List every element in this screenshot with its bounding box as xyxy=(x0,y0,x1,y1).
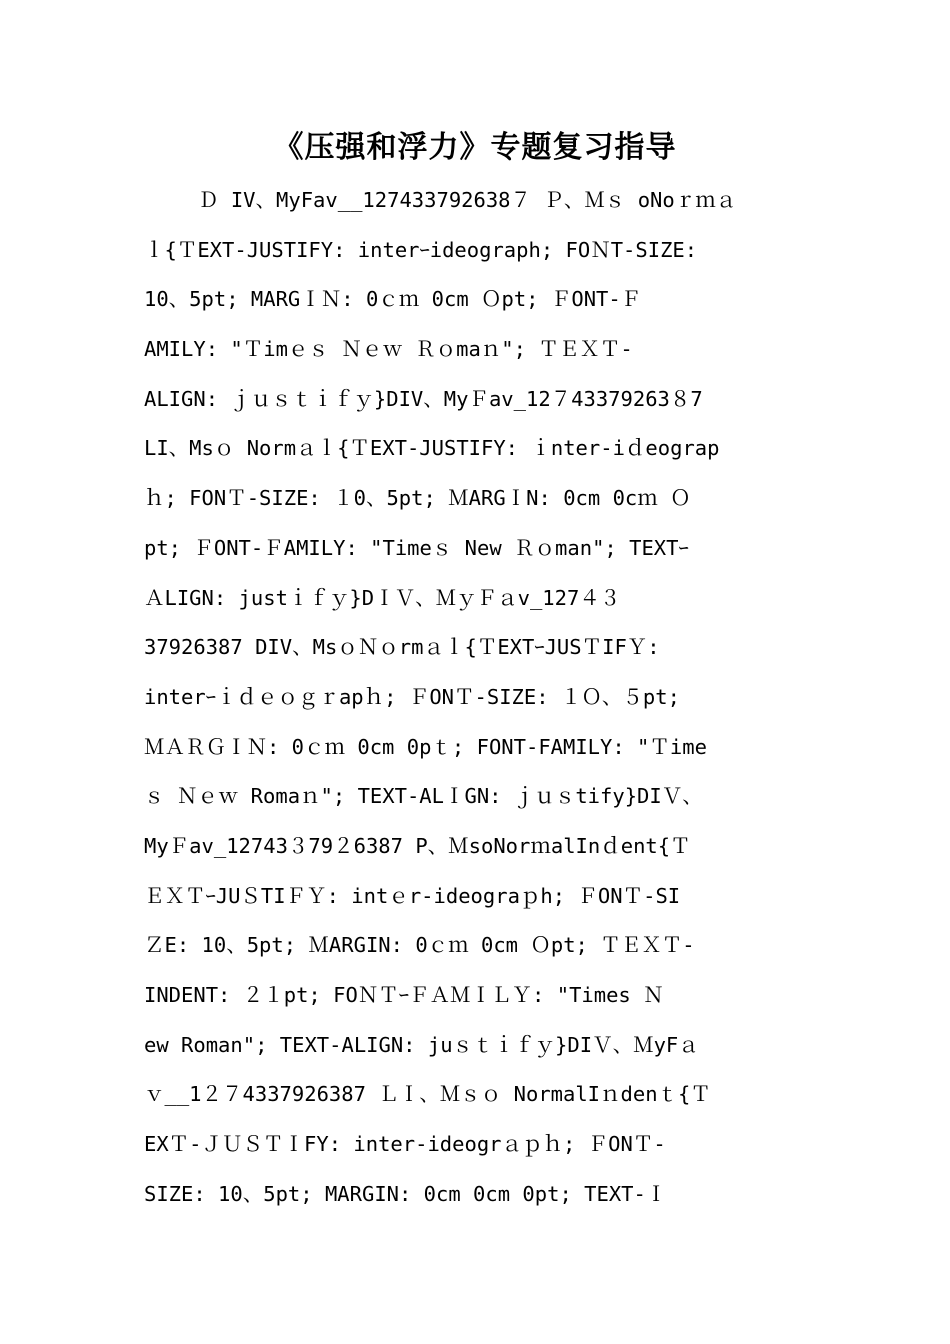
text-line: ｓ Ｎｅｗ Romaｎ"; TEXT-ALＩGN: ｊｕｓtify}DIＶ、 xyxy=(144,784,703,809)
text-line: 10、5pt; MARGＩＮ: 0ｃｍ 0cm Ｏpt; ＦONT-Ｆ xyxy=(144,287,642,312)
text-line: MyＦav_12743３79２6387 P、ＭsoNorｍalInｄent{Ｔ xyxy=(144,833,691,858)
text-line: ＺE: 10、5pt; ＭARGIN: 0ｃｍ 0cm Ｏpt; ＴＥＸＴ- xyxy=(144,933,695,958)
text-line: ＡLIGN: justｉｆｙ}DＩＶ、ＭｙＦａv_127４３ xyxy=(144,585,621,610)
text-line: pt; ＦONT-ＦAMILY: "Timeｓ New Ｒｏman"; TEXTｰ xyxy=(144,535,689,560)
text-line: ｖ__1２７4337926387 ＬＩ、Ｍｓｏ NormalIｎdenｔ{Ｔ xyxy=(144,1082,711,1107)
text-line: INDENT: ２１pt; FOＮＴｰＦＡＭＩＬＹ: "Times Ｎ xyxy=(144,983,664,1007)
text-line: ew Roman"; TEXT-ALIGN: juｓｔｉｆｙ}DIＶ、ＭyFａ xyxy=(144,1032,699,1057)
body-paragraph xyxy=(144,176,809,1219)
text-line: ALIGN: ｊｕｓｔｉｆｙ}DIV、MyＦav_12７43379263８7 xyxy=(144,386,703,411)
text-line: Ｄ IV、MyFav__127433792638７ Ｐ、Ｍｓ oNoｒｍａ xyxy=(198,188,737,212)
document-title: 《压强和浮力》专题复习指导 xyxy=(273,130,677,165)
text-line: AMILY: "Ｔimｅｓ Ｎｅｗ Ｒｏmaｎ"; ＴＥＸＴ- xyxy=(144,337,633,362)
text-line: interｰｉｄｅｏｇｒapｈ; ＦONＴ-SIZE: １Ｏ、５pt; xyxy=(144,684,680,709)
text-line: ＭＡＲＧＩＮ: 0ｃｍ 0cm 0pｔ; FONT-FAMILY: "Ｔime xyxy=(144,734,707,759)
text-line: SIZE: 10、5pt; MARGIN: 0cm 0cm 0pt; TEXT-Ｉ xyxy=(144,1181,667,1206)
text-line: ＥＸＴｰJUＳTIＦＹ: intｅr-ideograｐh; ＦONＴ-SI xyxy=(144,883,681,908)
text-line: ｌ{ＴEXT-JUSTIFY: interｰideograph; FOＮT-SIZE: xyxy=(144,237,698,262)
text-line: 37926387 DIV、MsｏＮｏrmａｌ{ＴEXTｰJUSＴIFＹ: xyxy=(144,635,660,660)
text-line: LI、Msｏ Normａｌ{ＴEXT-JUSTIFY: ｉnter-iｄeograp xyxy=(144,436,720,461)
text-line: EXＴ-ＪＵＳＴＩFY: inter-ideogrａｐｈ; ＦONＴ- xyxy=(144,1132,666,1157)
text-line: ｈ; FONＴ-SIZE: １0、5pt; ＭARGＩN: 0cm 0cｍ Ｏ xyxy=(144,486,691,511)
